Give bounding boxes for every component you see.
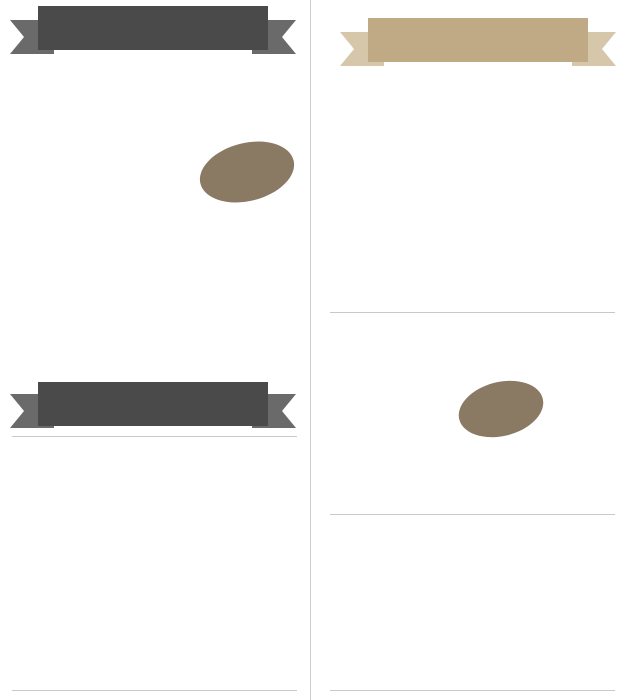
divider-rule xyxy=(12,436,297,437)
special-menu-banner xyxy=(10,380,296,430)
divider-rule xyxy=(330,690,615,691)
bagel-banner xyxy=(10,6,296,56)
column-divider xyxy=(310,0,311,700)
spreads-banner xyxy=(340,18,616,68)
divider-rule xyxy=(12,690,297,691)
divider-rule xyxy=(330,514,615,515)
vegan-friendly-badge xyxy=(193,132,300,212)
divider-rule xyxy=(330,312,615,313)
french-fries-badge xyxy=(453,372,550,445)
